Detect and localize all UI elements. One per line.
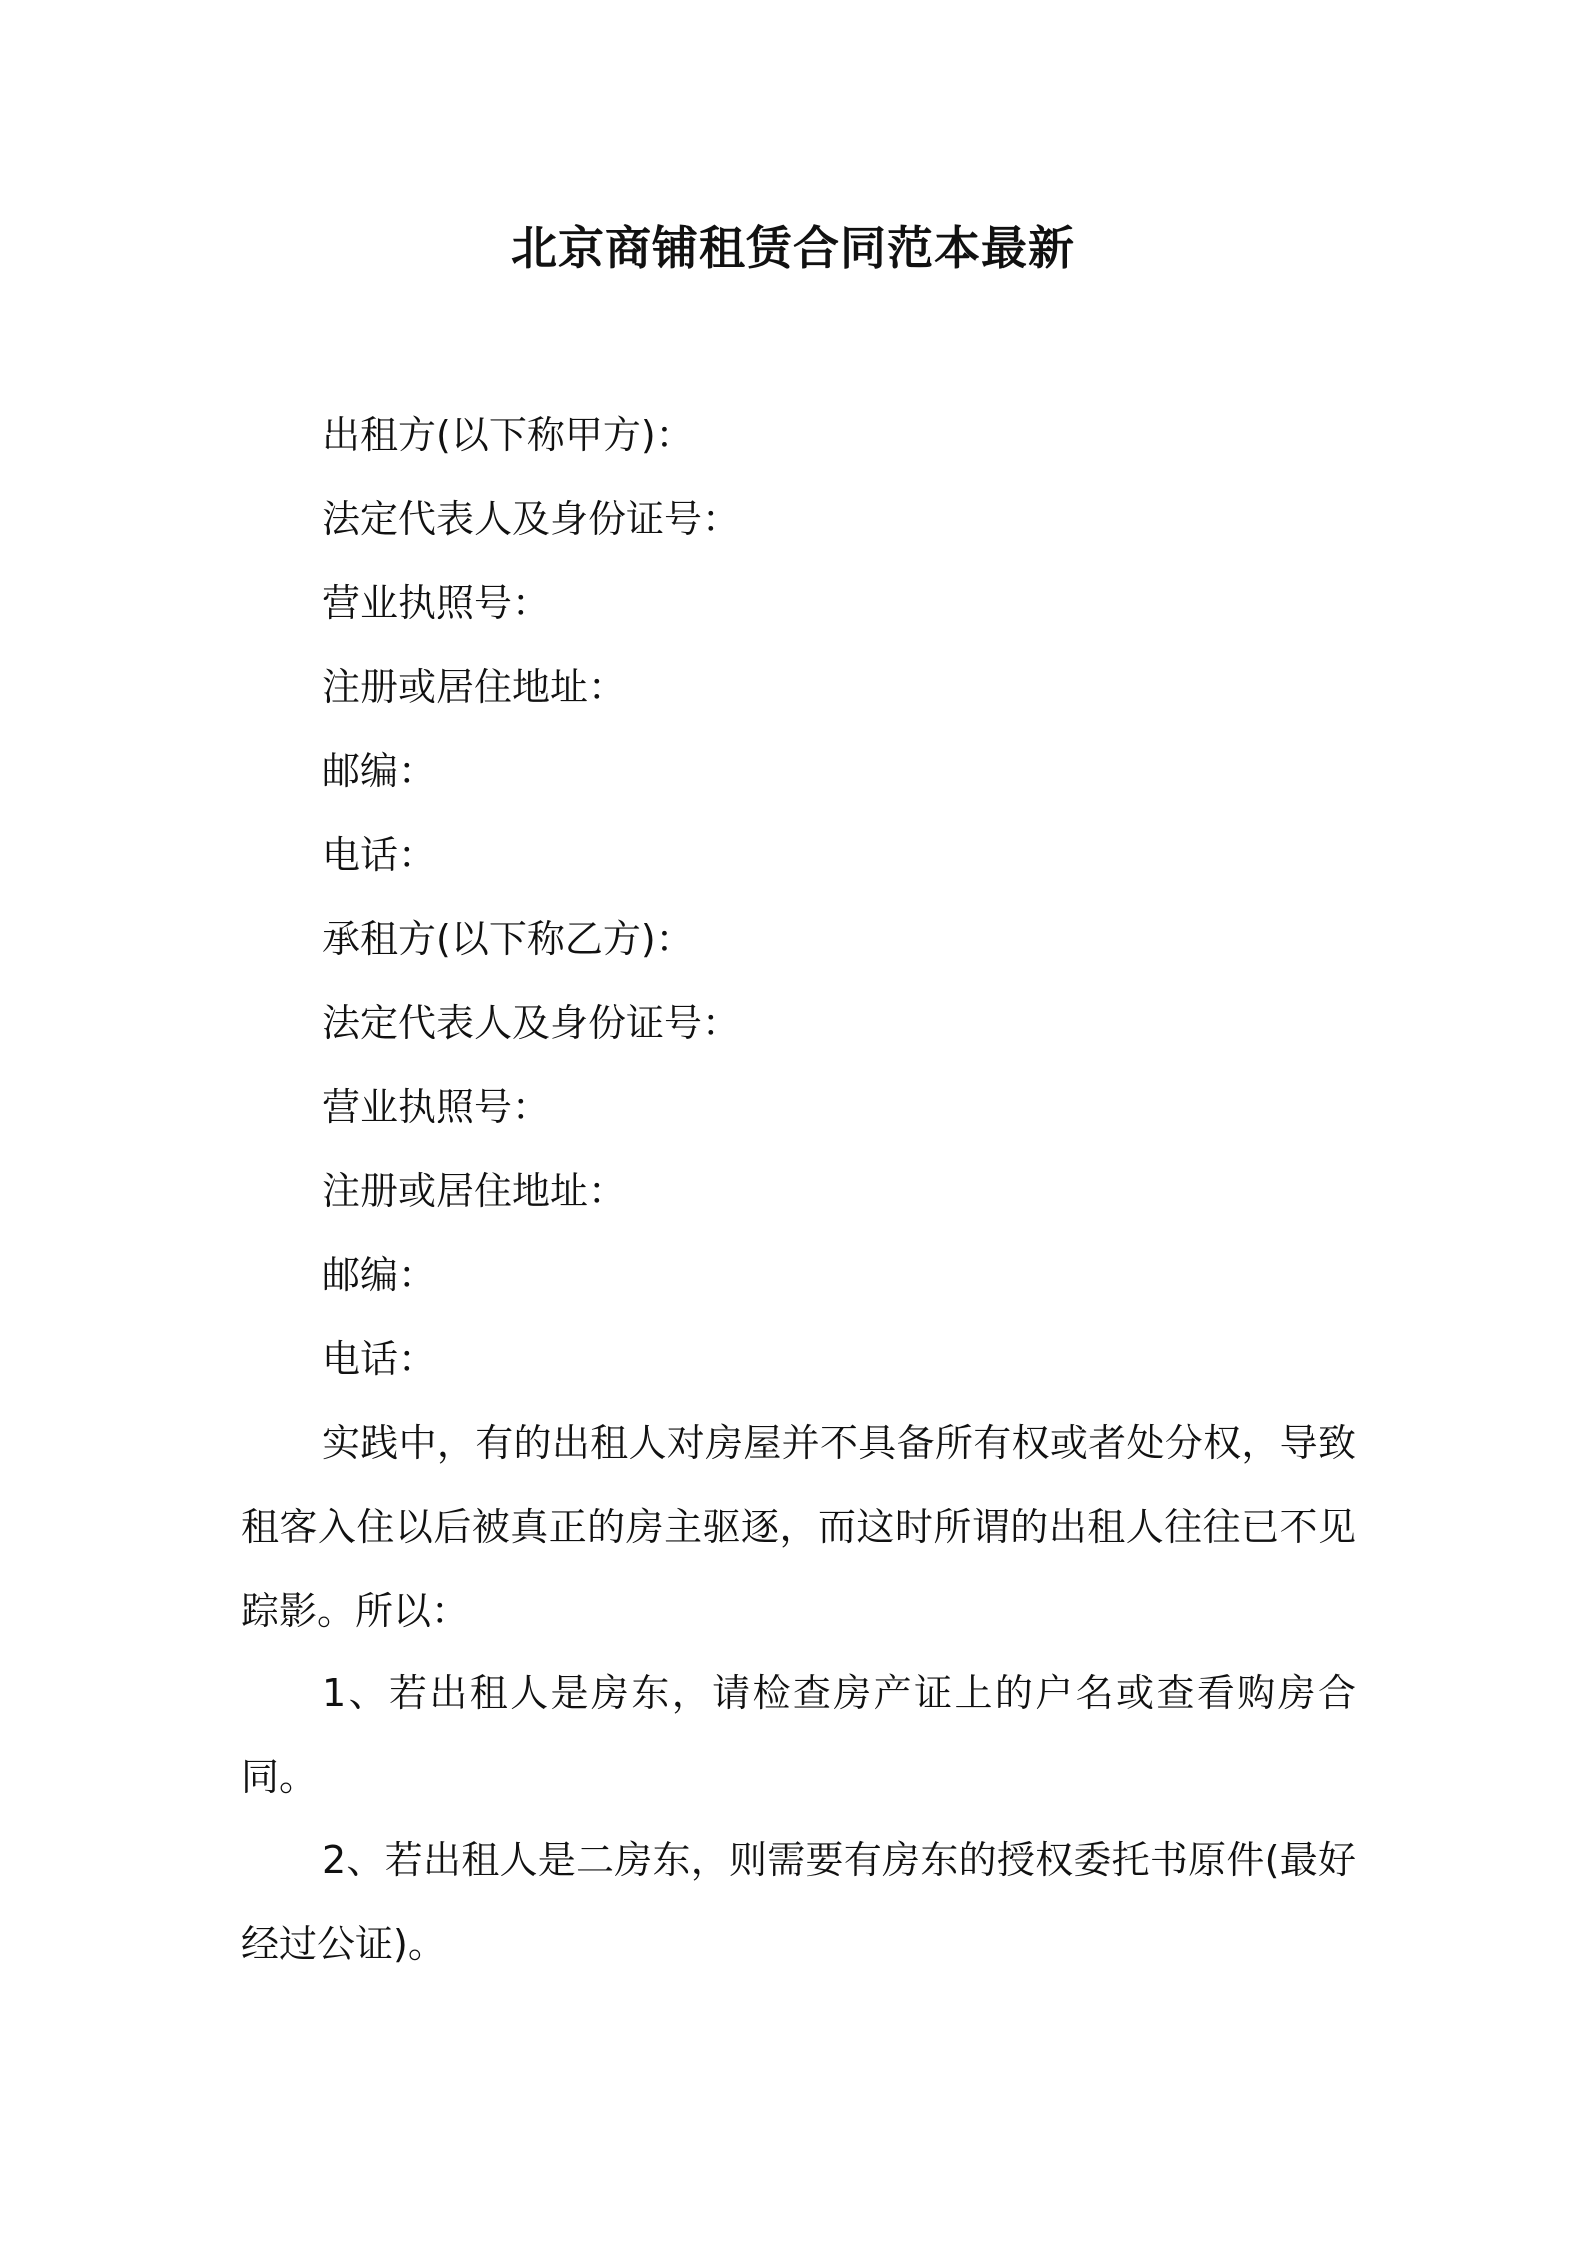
- lessor-postcode-label: 邮编：: [322, 749, 437, 793]
- lessee-phone-label: 电话：: [322, 1337, 437, 1381]
- paragraph-item-1: 1、若出租人是房东，请检查房产证上的户名或查看购房合同。: [241, 1671, 1356, 1799]
- lessor-phone-label: 电话：: [322, 833, 437, 877]
- paragraph-note: 实践中，有的出租人对房屋并不具备所有权或者处分权，导致租客入住以后被真正的房主驱逐，而这时所谓的出租人往往已不见踪影。所以：: [241, 1421, 1356, 1633]
- lessor-address-label: 注册或居住地址：: [322, 665, 627, 709]
- lessee-address-label: 注册或居住地址：: [322, 1169, 627, 1213]
- lessee-license-label: 营业执照号：: [322, 1085, 551, 1129]
- lessee-rep-label: 法定代表人及身份证号：: [322, 1001, 741, 1045]
- lessee-party-label: 承租方(以下称乙方)：: [322, 917, 694, 961]
- paragraph-item-2: 2、若出租人是二房东，则需要有房东的授权委托书原件(最好经过公证)。: [241, 1838, 1356, 1966]
- document-title: 北京商铺租赁合同范本最新: [511, 221, 1075, 275]
- lessee-postcode-label: 邮编：: [322, 1253, 437, 1297]
- lessor-rep-label: 法定代表人及身份证号：: [322, 497, 741, 541]
- lessor-license-label: 营业执照号：: [322, 581, 551, 625]
- lessor-party-label: 出租方(以下称甲方)：: [322, 413, 694, 457]
